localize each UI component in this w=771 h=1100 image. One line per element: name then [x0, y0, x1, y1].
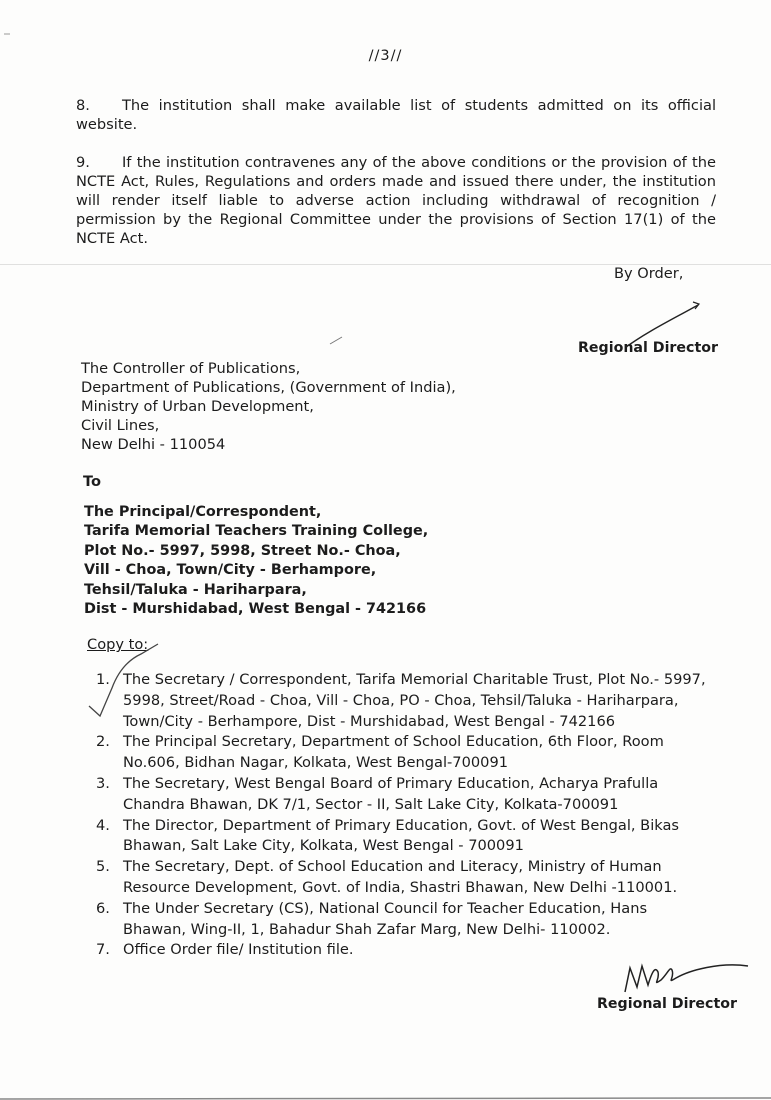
page-number: //3//: [368, 48, 403, 64]
copy-to-item: [96, 857, 727, 899]
signatory-title-top: Regional Director: [578, 340, 718, 356]
copy-to-label: Copy to:: [87, 636, 149, 653]
stray-mark: [330, 337, 342, 344]
item-line: The Principal Secretary, Department of School Education, 6th Floor, Room: [123, 733, 664, 751]
item-text: [123, 732, 727, 774]
item-text: [123, 899, 727, 941]
condition-9: [76, 153, 716, 248]
copy-to-item: [96, 816, 727, 858]
item-line: No.606, Bidhan Nagar, Kolkata, West Bengal-700091: [123, 754, 509, 772]
item-number: 1.: [96, 671, 110, 688]
item-number: 6.: [96, 899, 110, 917]
condition-text: The institution shall make available list of students admitted on its official website.: [76, 97, 716, 133]
signature-stroke: [693, 302, 699, 309]
item-line: The Under Secretary (CS), National Council for Teacher Education, Hans: [123, 899, 648, 917]
addressee-block: [84, 503, 428, 619]
item-line: The Director, Department of Primary Education, Govt. of West Bengal, Bikas: [123, 816, 679, 834]
signatory-title-bottom: Regional Director: [597, 996, 737, 1012]
condition-text: If the institution contravenes any of the above conditions or the provision of the NCTE Act, Rules, Regulations and orders made and issued there under, the institution will render itself liable to adverse action including withdrawal of recognition / permission by the Regional Committee under the provisions of Section 17(1) of the NCTE Act.: [76, 154, 716, 247]
item-line: Town/City - Berhampore, Dist - Murshidabad, West Bengal - 742166: [123, 712, 616, 730]
item-line: The Secretary, West Bengal Board of Primary Education, Acharya Prafulla: [123, 774, 659, 792]
addressee-line: Tehsil/Taluka - Hariharpara,: [84, 581, 307, 598]
addressee-line: Plot No.- 5997, 5998, Street No.- Choa,: [84, 542, 401, 559]
copy-to-item: [96, 732, 727, 774]
addressee-line: Tarifa Memorial Teachers Training College,: [84, 523, 429, 540]
addressee-line: Vill - Choa, Town/City - Berhampore,: [84, 562, 377, 579]
item-line: The Secretary, Dept. of School Education and Literacy, Ministry of Human: [123, 858, 662, 876]
item-number: 7.: [96, 941, 110, 959]
item-number: 3.: [96, 774, 110, 792]
item-text: [123, 940, 727, 961]
item-line: 5998, Street/Road - Choa, Vill - Choa, PO - Choa, Tehsil/Taluka - Hariharpara,: [123, 691, 679, 709]
item-line: Bhawan, Salt Lake City, Kolkata, West Bengal - 700091: [123, 837, 524, 855]
condition-number: 9.: [76, 154, 90, 171]
address-line: Department of Publications, (Government of India),: [81, 379, 456, 396]
address-line: Civil Lines,: [81, 417, 160, 434]
copy-to-list: [96, 670, 727, 961]
address-line: The Controller of Publications,: [81, 360, 301, 377]
addressee-line: Dist - Murshidabad, West Bengal - 742166: [84, 601, 427, 618]
item-number: 4.: [96, 816, 110, 834]
copy-to-item: [96, 899, 727, 941]
item-text: [123, 857, 727, 899]
item-line: Chandra Bhawan, DK 7/1, Sector - II, Salt Lake City, Kolkata-700091: [123, 795, 619, 813]
scan-edge: [0, 1098, 771, 1099]
item-line: Resource Development, Govt. of India, Shastri Bhawan, New Delhi -110001.: [123, 878, 678, 896]
publications-address: [81, 359, 456, 454]
item-number: 2.: [96, 733, 110, 751]
item-text: [123, 816, 727, 858]
item-line: Bhawan, Wing-II, 1, Bahadur Shah Zafar Marg, New Delhi- 110002.: [123, 920, 611, 938]
copy-to-item: [96, 774, 727, 816]
condition-8: [76, 96, 716, 134]
item-number: 5.: [96, 858, 110, 876]
address-line: New Delhi - 110054: [81, 436, 226, 453]
addressee-line: The Principal/Correspondent,: [84, 504, 322, 520]
item-line: The Secretary / Correspondent, Tarifa Memorial Charitable Trust, Plot No.- 5997,: [123, 671, 706, 688]
item-text: [123, 670, 727, 732]
condition-number: 8.: [76, 97, 90, 114]
item-line: Office Order file/ Institution file.: [123, 941, 354, 959]
to-label: To: [83, 473, 102, 490]
by-order-text: By Order,: [614, 265, 684, 282]
address-line: Ministry of Urban Development,: [81, 398, 314, 415]
copy-to-item: [96, 670, 727, 732]
copy-to-item: [96, 940, 727, 961]
signature: [625, 965, 748, 992]
item-text: [123, 774, 727, 816]
